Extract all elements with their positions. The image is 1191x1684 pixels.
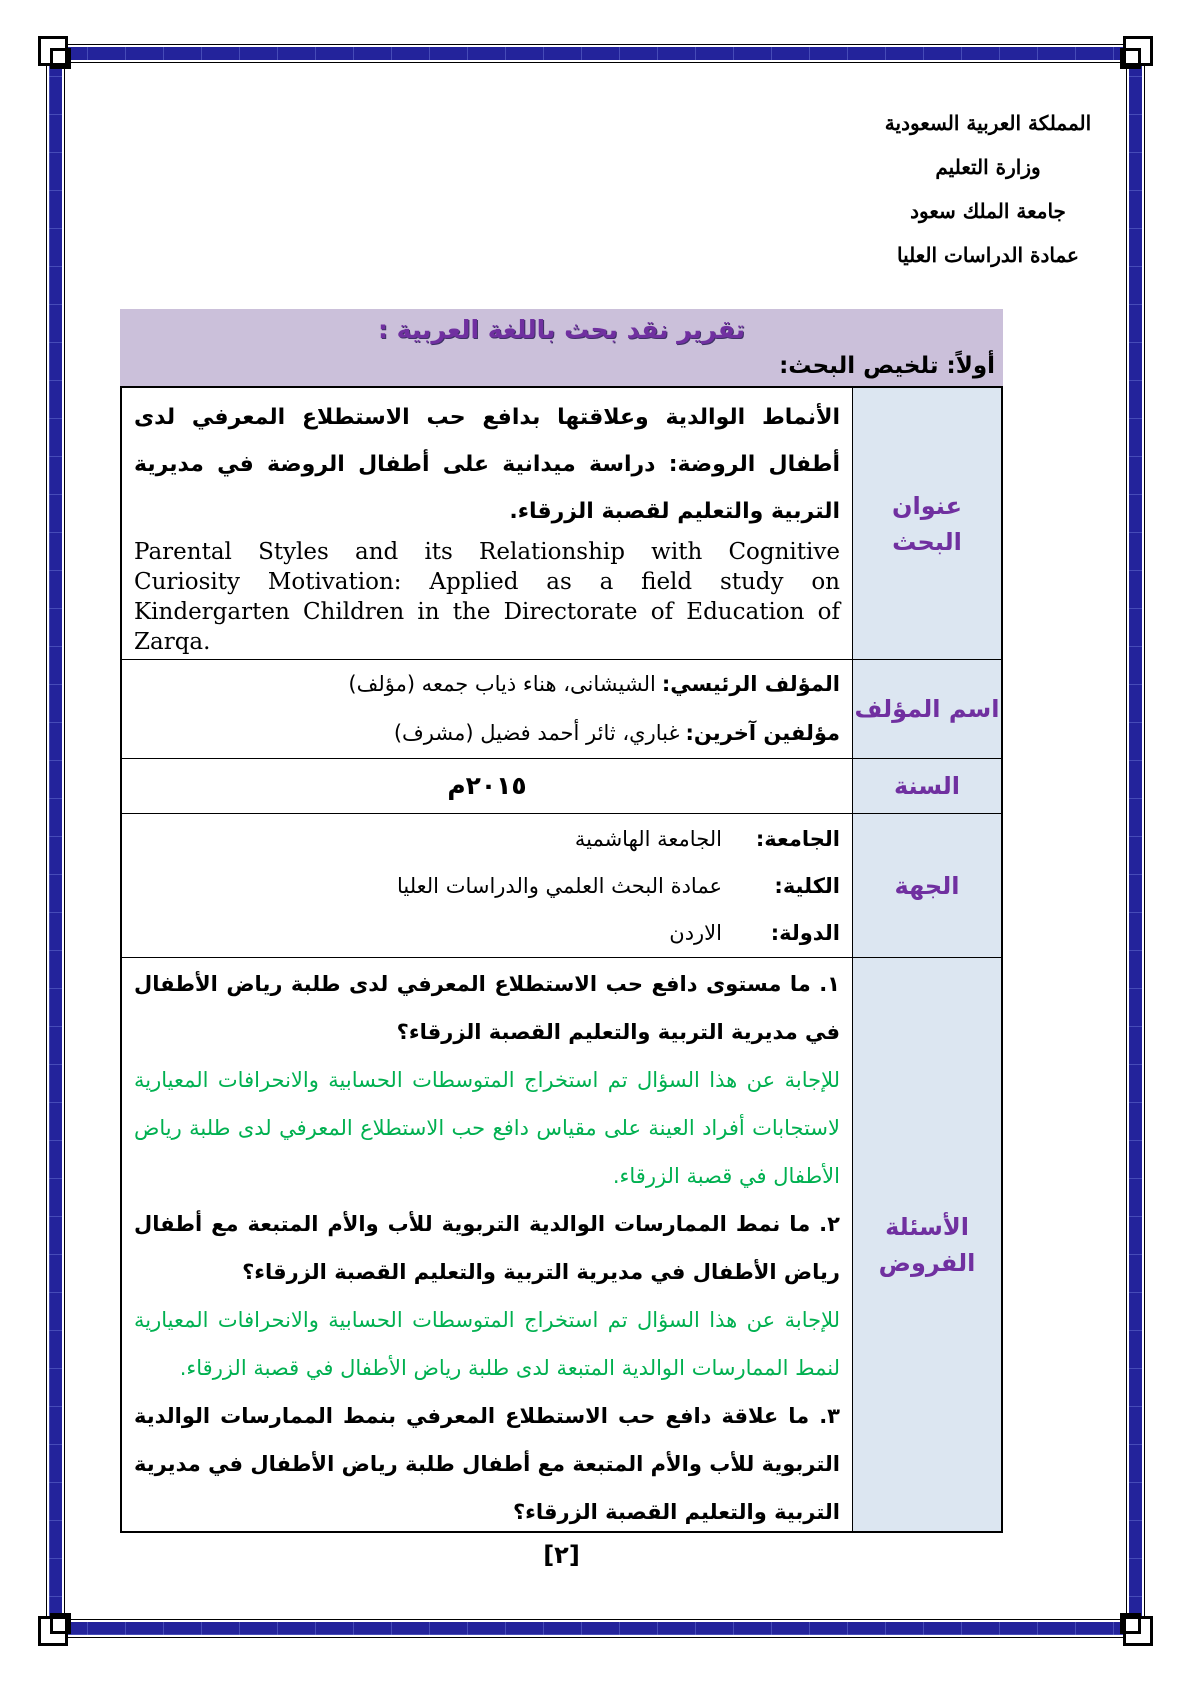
year-value: ٢٠١٥م — [447, 771, 527, 800]
summary-section-heading: أولاً: تلخيص البحث: — [779, 353, 995, 379]
research-title-arabic: الأنماط الوالدية وعلاقتها بدافع حب الاستطلاع المعرفي لدى أطفال الروضة: دراسة ميدانية على أطفال الروضة في مديرية التربية والتعليم لقصبة الزرقاء. — [134, 405, 840, 524]
entity-country-value: الاردن — [669, 921, 722, 945]
main-author-value: الشيشانى، هناء ذياب جمعه (مؤلف) — [348, 672, 656, 696]
letterhead-university: جامعة الملك سعود — [910, 199, 1066, 223]
letterhead-deanship: عمادة الدراسات العليا — [897, 243, 1079, 267]
label-cell-entity — [852, 814, 1001, 957]
table-row-year — [122, 759, 1001, 814]
entity-university-key: الجامعة: — [755, 827, 840, 851]
label-questions-line2: الفروض — [878, 1248, 976, 1277]
entity-college-line — [134, 863, 840, 910]
question-1: ١. ما مستوى دافع حب الاستطلاع المعرفي لدى طلبة رياض الأطفال في مديرية التربية والتعليم القصبة الزرقاء؟ — [134, 972, 840, 1044]
entity-college-value: عمادة البحث العلمي والدراسات العليا — [396, 874, 722, 898]
main-author-line — [134, 660, 840, 709]
label-cell-research-title — [852, 388, 1001, 659]
content-cell-entity — [122, 814, 852, 957]
label-entity: الجهة — [894, 871, 960, 900]
table-row-entity — [122, 814, 1001, 958]
label-cell-questions — [852, 958, 1001, 1531]
label-year: السنة — [894, 772, 961, 800]
answer-1: للإجابة عن هذا السؤال تم استخراج المتوسطات الحسابية والانحرافات المعيارية لاستجابات أفراد العينة على مقياس دافع حب الاستطلاع المعرفي لدى طلبة رياض الأطفال في قصبة الزرقاء. — [134, 1068, 840, 1188]
label-questions-line1: الأسئلة — [885, 1212, 969, 1241]
corner-ornament-bottom-left — [38, 1616, 68, 1646]
label-research-title: عنوان البحث — [892, 491, 962, 556]
question-3: ٣. ما علاقة دافع حب الاستطلاع المعرفي بنمط الممارسات الوالدية التربوية للأب والأم المتبعة مع أطفال طلبة رياض الأطفال في مديرية التربية والتعليم القصبة الزرقاء؟ — [134, 1404, 840, 1524]
answer-2: للإجابة عن هذا السؤال تم استخراج المتوسطات الحسابية والانحرافات المعيارية لنمط الممارسات الوالدية المتبعة لدى طلبة رياض الأطفال في قصبة الزرقاء. — [134, 1308, 840, 1380]
corner-ornament-top-right — [1123, 36, 1153, 66]
entity-country-line — [134, 910, 840, 957]
entity-university-value: الجامعة الهاشمية — [574, 827, 722, 851]
table-row-author — [122, 660, 1001, 759]
question-2: ٢. ما نمط الممارسات الوالدية التربوية للأب والأم المتبعة مع أطفال رياض الأطفال في مديرية التربية والتعليم القصبة الزرقاء؟ — [134, 1212, 840, 1284]
corner-ornament-top-left — [38, 36, 68, 66]
other-authors-value: غباري، ثائر أحمد فضيل (مشرف) — [393, 721, 680, 745]
letterhead-ministry: وزارة التعليم — [935, 155, 1041, 179]
main-author-label: المؤلف الرئيسي: — [661, 672, 840, 696]
label-author: اسم المؤلف — [854, 695, 1000, 723]
other-authors-label: مؤلفين آخرين: — [685, 721, 840, 745]
table-row-questions — [122, 958, 1001, 1531]
page-number: [٢] — [543, 1541, 580, 1569]
entity-university-line — [134, 816, 840, 863]
research-title-english: Parental Styles and its Relationship with Cognitive Curiosity Motivation: Applied as a field study on Kindergarten Children in the Directorate of Education of Zarqa. — [134, 539, 840, 655]
corner-ornament-bottom-right — [1123, 1616, 1153, 1646]
report-title: تقرير نقد بحث باللغة العربية : — [377, 315, 746, 344]
content-cell-questions — [122, 958, 852, 1531]
letterhead — [848, 101, 1128, 277]
content-cell-year — [122, 759, 852, 813]
other-authors-line — [134, 709, 840, 758]
content-cell-author — [122, 660, 852, 758]
label-cell-author — [852, 660, 1001, 758]
content-cell-research-title — [122, 388, 852, 659]
letterhead-country: المملكة العربية السعودية — [884, 111, 1092, 135]
entity-country-key: الدولة: — [770, 921, 840, 945]
summary-table — [120, 386, 1003, 1533]
entity-college-key: الكلية: — [774, 874, 840, 898]
table-row-research-title — [122, 388, 1001, 660]
report-banner — [120, 309, 1003, 386]
label-cell-year — [852, 759, 1001, 813]
